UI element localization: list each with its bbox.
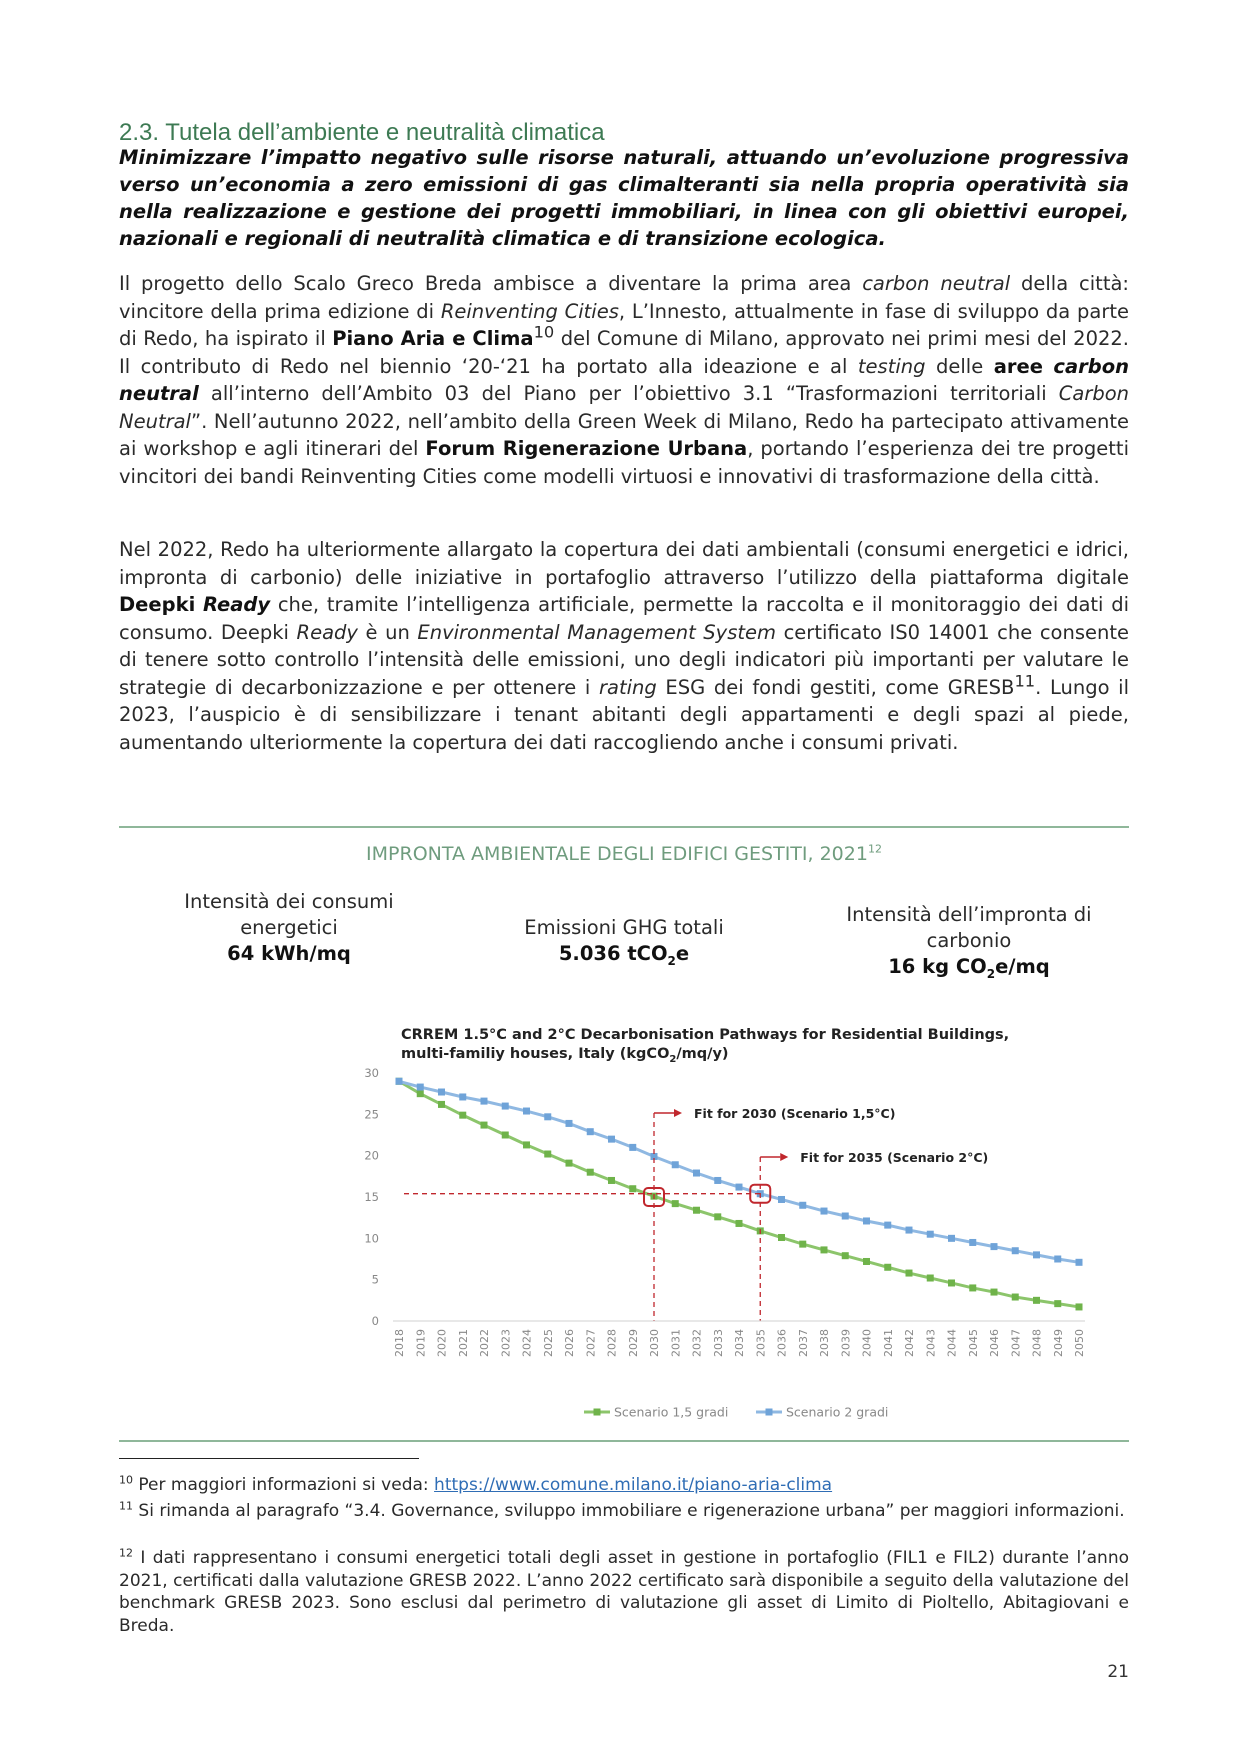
footnote-12: $^{12}$ I dati rappresentano i consumi energetici totali degli asset in gestione in portafoglio (FIL1 e FIL2) durante l’anno 2021, certificati dalla valutazione GRESB 2022. L’anno 2022 certificato sarà disponibile a seguito della valutazione del benchmark GRESB 2023. Sono esclusi dal perimetro di valutazione gli asset di Limito di Pioltello, Abitagiovani e Breda. xyxy=(119,1546,1129,1636)
x-tick-label: 2021 xyxy=(456,1329,470,1357)
annotation-arrow-head xyxy=(780,1153,788,1161)
legend-marker xyxy=(766,1409,773,1416)
footnote-ref-10[interactable]: 10 xyxy=(533,322,555,342)
data-point xyxy=(1076,1259,1083,1266)
data-point xyxy=(821,1208,828,1215)
data-point xyxy=(481,1122,488,1129)
data-point xyxy=(587,1128,594,1135)
box-bottom-rule xyxy=(119,1440,1129,1442)
data-point xyxy=(714,1213,721,1220)
kpi-label: Emissioni GHG totali xyxy=(524,916,724,939)
data-point xyxy=(502,1132,509,1139)
data-point xyxy=(1054,1256,1061,1263)
data-point xyxy=(821,1246,828,1253)
y-tick-label: 10 xyxy=(364,1231,379,1246)
x-tick-label: 2048 xyxy=(1030,1329,1044,1357)
chart-svg xyxy=(269,1015,1089,1430)
footnote-10: $^{10}$ Per maggiori informazioni si veda: https://www.comune.milano.it/piano-aria-clima xyxy=(119,1473,833,1495)
data-point xyxy=(736,1184,743,1191)
data-point xyxy=(459,1112,466,1119)
paragraph-greco-breda: Il progetto dello Scalo Greco Breda ambisce a diventare la prima area carbon neutral della città: vincitore della prima edizione di Reinventing Cities, L’Innesto, attualmente in fase di sviluppo da parte di Redo, ha ispirato il Piano Aria e Clima$^{10}$ del Comune di Milano, approvato nei primi mesi del 2022. Il contributo di Redo nel biennio ‘20-‘21 ha portato alla ideazione e al testing delle aree carbon neutral all’interno dell’Ambito 03 del Piano per l’obiettivo 3.1 “Trasformazioni territoriali Carbon Neutral”. Nell’autunno 2022, nell’ambito della Green Week di Milano, Redo ha partecipato attivamente ai workshop e agli itinerari del Forum Rigenerazione Urbana, portando l’esperienza dei tre progetti vincitori dei bandi Reinventing Cities come modelli virtuosi e innovativi di trasformazione della città. xyxy=(119,272,1129,488)
x-tick-label: 2035 xyxy=(754,1329,768,1357)
data-point xyxy=(438,1101,445,1108)
data-point xyxy=(502,1103,509,1110)
footnote-ref-12[interactable]: 12 xyxy=(867,842,882,856)
footnote-11: $^{11}$ Si rimanda al paragrafo “3.4. Governance, sviluppo immobiliare e rigenerazione urbana” per maggiori informazioni. xyxy=(119,1499,1125,1521)
box-title: IMPRONTA AMBIENTALE DEGLI EDIFICI GESTITI, 2021$^{12}$ xyxy=(366,842,882,865)
data-point xyxy=(948,1279,955,1286)
legend-marker xyxy=(594,1409,601,1416)
x-tick-label: 2019 xyxy=(414,1329,428,1357)
x-tick-label: 2045 xyxy=(966,1329,980,1357)
data-point xyxy=(417,1090,424,1097)
x-tick-label: 2037 xyxy=(796,1329,810,1357)
data-point xyxy=(863,1258,870,1265)
data-point xyxy=(1012,1247,1019,1254)
data-point xyxy=(927,1275,934,1282)
data-point xyxy=(906,1270,913,1277)
data-point xyxy=(991,1243,998,1250)
data-point xyxy=(693,1207,700,1214)
lead-statement: Minimizzare l’impatto negativo sulle risorse naturali, attuando un’evoluzione progressiva verso un’economia a zero emissioni di gas climalteranti sia nella propria operatività sia nella realizzazione e gestione dei progetti immobiliari, in linea con gli obiettivi europei, nazionali e regionali di neutralità climatica e di transizione ecologica. xyxy=(119,146,1129,250)
decarbonisation-chart xyxy=(269,1015,1089,1430)
x-tick-label: 2026 xyxy=(563,1329,576,1357)
data-point xyxy=(778,1234,785,1241)
x-tick-label: 2029 xyxy=(626,1329,640,1357)
data-point xyxy=(927,1231,934,1238)
kpi-value: 64 kWh/mq xyxy=(227,942,351,965)
data-point xyxy=(587,1169,594,1176)
footnote-ref-11[interactable]: 11 xyxy=(1014,671,1036,690)
data-point xyxy=(1076,1303,1083,1310)
data-point xyxy=(629,1185,636,1192)
x-tick-label: 2039 xyxy=(839,1329,853,1357)
x-tick-label: 2047 xyxy=(1009,1329,1023,1357)
data-point xyxy=(884,1264,891,1271)
data-point xyxy=(714,1177,721,1184)
x-tick-label: 2031 xyxy=(669,1329,683,1357)
x-tick-label: 2043 xyxy=(924,1329,938,1357)
annotation-label: Fit for 2035 (Scenario 2°C) xyxy=(800,1150,989,1165)
data-point xyxy=(523,1141,530,1148)
x-tick-label: 2030 xyxy=(648,1329,661,1357)
data-point xyxy=(523,1108,530,1115)
data-point xyxy=(1033,1251,1040,1258)
box-top-rule xyxy=(119,826,1129,828)
annotation-label: Fit for 2030 (Scenario 1,5°C) xyxy=(694,1106,896,1121)
data-point xyxy=(566,1160,573,1167)
data-point xyxy=(417,1084,424,1091)
y-tick-label: 25 xyxy=(364,1107,379,1122)
data-point xyxy=(672,1161,679,1168)
x-tick-label: 2046 xyxy=(988,1329,1001,1357)
kpi-carbon-intensity xyxy=(824,902,1114,987)
kpi-value: 5.036 tCO$_2$e xyxy=(558,942,690,968)
data-point xyxy=(906,1227,913,1234)
x-tick-label: 2050 xyxy=(1073,1329,1086,1357)
page-number: 21 xyxy=(1107,1662,1129,1682)
x-tick-label: 2024 xyxy=(520,1329,534,1357)
y-tick-label: 5 xyxy=(371,1272,379,1287)
data-point xyxy=(544,1151,551,1158)
data-point xyxy=(459,1093,466,1100)
x-tick-label: 2044 xyxy=(945,1329,959,1357)
x-tick-label: 2049 xyxy=(1051,1329,1065,1357)
y-tick-label: 30 xyxy=(364,1066,379,1080)
data-point xyxy=(438,1089,445,1096)
kpi-value: 16 kg $CO_2e/mq$ xyxy=(888,955,1050,981)
data-point xyxy=(481,1098,488,1105)
data-point xyxy=(1012,1294,1019,1301)
data-point xyxy=(396,1078,403,1085)
data-point xyxy=(778,1196,785,1203)
x-tick-label: 2038 xyxy=(818,1329,831,1357)
data-point xyxy=(799,1241,806,1248)
x-tick-label: 2034 xyxy=(733,1329,746,1357)
data-point xyxy=(566,1120,573,1127)
legend-label: Scenario 2 gradi xyxy=(786,1404,889,1420)
data-point xyxy=(693,1170,700,1177)
data-point xyxy=(1054,1300,1061,1307)
data-point xyxy=(544,1113,551,1120)
data-point xyxy=(991,1289,998,1296)
data-point xyxy=(608,1177,615,1184)
data-point xyxy=(969,1284,976,1291)
piano-aria-clima-link[interactable]: https://www.comune.milano.it/piano-aria-clima xyxy=(434,1475,833,1495)
data-point xyxy=(608,1136,615,1143)
footnote-separator xyxy=(119,1458,419,1459)
x-tick-label: 2028 xyxy=(605,1329,619,1357)
data-point xyxy=(842,1213,849,1220)
chart-title-line1: CRREM 1.5°C and 2°C Decarbonisation Pathways for Residential Buildings, xyxy=(401,1027,1010,1043)
data-point xyxy=(948,1235,955,1242)
x-tick-label: 2032 xyxy=(690,1329,704,1357)
x-tick-label: 2023 xyxy=(499,1329,513,1357)
x-tick-label: 2036 xyxy=(775,1329,789,1357)
x-tick-label: 2040 xyxy=(860,1329,874,1357)
x-tick-label: 2018 xyxy=(393,1329,406,1357)
kpi-label: Intensità dei consumi energetici xyxy=(184,890,394,939)
y-tick-label: 15 xyxy=(364,1190,379,1204)
x-tick-label: 2022 xyxy=(478,1329,491,1357)
kpi-ghg-emissions xyxy=(489,915,759,974)
y-tick-label: 20 xyxy=(364,1148,379,1163)
chart-title-line2: multi-familiy houses, Italy (kgCO$_2$/mq/y) xyxy=(401,1046,729,1065)
data-point xyxy=(969,1239,976,1246)
section-title: 2.3. Tutela dell’ambiente e neutralità climatica xyxy=(119,118,605,146)
x-tick-label: 2041 xyxy=(881,1329,895,1357)
data-point xyxy=(884,1222,891,1229)
kpi-energy-intensity xyxy=(159,889,419,967)
x-tick-label: 2033 xyxy=(711,1329,725,1357)
data-point xyxy=(736,1220,743,1227)
data-point xyxy=(1033,1297,1040,1304)
paragraph-deepki: Nel 2022, Redo ha ulteriormente allargato la copertura dei dati ambientali (consumi energetici e idrici, impronta di carbonio) delle iniziative in portafoglio attraverso l’utilizzo della piattaforma digitale Deepki Ready che, tramite l’intelligenza artificiale, permette la raccolta e il monitoraggio dei dati di consumo. Deepki Ready è un Environmental Management System certificato IS0 14001 che consente di tenere sotto controllo l’intensità delle emissioni, uno degli indicatori più importanti per valutare le strategie di decarbonizzazione e per ottenere i rating ESG dei fondi gestiti, come GRESB$^{11}$. Lungo il 2023, l’auspicio è di sensibilizzare i tenant abitanti degli appartamenti e degli spazi al piede, aumentando ulteriormente la copertura dei dati raccogliendo anche i consumi privati. xyxy=(119,538,1130,754)
data-point xyxy=(672,1200,679,1207)
data-point xyxy=(629,1144,636,1151)
data-point xyxy=(863,1217,870,1224)
data-point xyxy=(799,1202,806,1209)
x-tick-label: 2025 xyxy=(541,1329,555,1357)
legend-label: Scenario 1,5 gradi xyxy=(614,1404,729,1420)
data-point xyxy=(842,1252,849,1259)
x-tick-label: 2042 xyxy=(903,1329,916,1357)
kpi-label: Intensità dell’impronta di carbonio xyxy=(846,903,1092,952)
x-tick-label: 2027 xyxy=(584,1329,598,1357)
x-tick-label: 2020 xyxy=(435,1329,449,1357)
annotation-arrow-head xyxy=(674,1109,682,1117)
y-tick-label: 0 xyxy=(371,1314,379,1328)
